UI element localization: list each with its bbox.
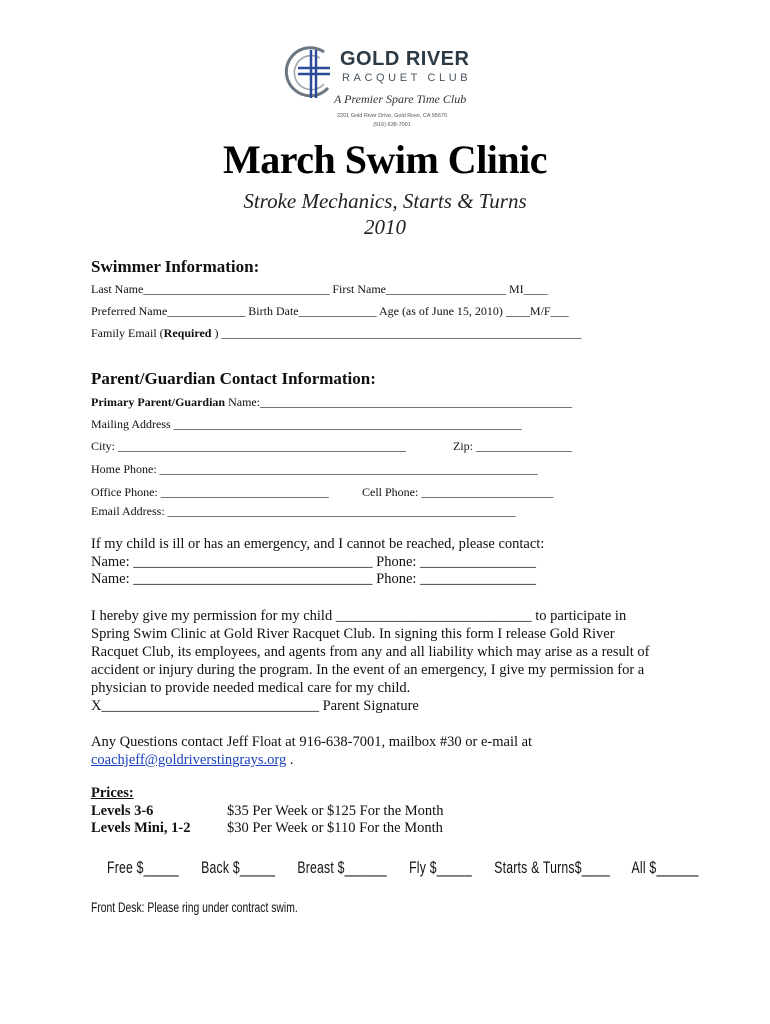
club-name: GOLD RIVER [340,48,470,70]
contact-email-trailer: . [286,752,294,768]
required-label: Required [163,326,212,340]
contact-line: Any Questions contact Jeff Float at 916-638-7001, mailbox #30 or e-mail at [91,734,533,750]
prices-heading: Prices: [91,785,134,801]
swimmer-info-heading: Swimmer Information: [91,257,260,276]
permission-line-4: accident or injury during the program. In the event of an emergency, I give my permission for a [91,662,645,678]
swimmer-name-fields[interactable]: Last Name_______________________________ First Name____________________ MI____ [91,282,548,296]
price-row [91,803,443,820]
email-address-field[interactable]: Email Address: __________________________________________________________ [91,504,516,518]
parent-info-heading: Parent/Guardian Contact Information: [91,369,376,388]
fee-free-field[interactable]: Free $_____ [107,858,179,877]
contact-email-line [91,751,691,769]
club-phone: (916) 638-7001 [373,122,411,128]
zip-field[interactable]: Zip: ________________ [453,439,572,453]
price-level: Levels Mini, 1-2 [91,820,191,836]
primary-guardian-field[interactable] [91,395,572,410]
fee-all-field[interactable]: All $______ [631,858,699,877]
family-email-label: Family Email ( [91,326,164,340]
price-amount: $35 Per Week or $125 For the Month [227,803,444,819]
fee-starts-turns-field[interactable]: Starts & Turns$____ [494,858,610,877]
emergency-contact-2[interactable]: Name: _________________________________ Phone: ________________ [91,571,537,587]
permission-line-2: Spring Swim Clinic at Gold River Racquet Club. In signing this form I release Gold River [91,626,615,642]
club-tagline: A Premier Spare Time Club [334,92,467,106]
page-title: March Swim Clinic [222,137,548,182]
home-phone-field[interactable]: Home Phone: _______________________________________________________________ [91,462,538,476]
emergency-contact-1[interactable]: Name: _________________________________ Phone: ________________ [91,554,537,570]
primary-guardian-blank: Name:____________________________________________________ [225,395,573,409]
fee-breast-field[interactable]: Breast $______ [297,858,387,877]
price-row [91,820,443,837]
fee-fly-field[interactable]: Fly $_____ [409,858,472,877]
office-phone-field[interactable]: Office Phone: ____________________________ [91,485,329,499]
permission-paragraph [91,607,691,715]
page-subtitle [0,188,770,240]
city-field[interactable]: City: ________________________________________________ [91,439,407,453]
price-level: Levels 3-6 [91,803,154,819]
price-amount: $30 Per Week or $110 For the Month [227,820,443,836]
contact-email-link[interactable]: coachjeff@goldriverstingrays.org [91,752,287,768]
fee-tally [107,858,717,878]
family-email-blank: ) ____________________________________________________________ [211,326,582,340]
club-logo-icon [284,44,336,102]
parent-signature-field[interactable]: X______________________________ Parent Signature [91,698,419,714]
subtitle-line-1: Stroke Mechanics, Starts & Turns [243,189,527,213]
subtitle-line-2: 2010 [364,215,406,239]
club-street-address: 2201 Gold River Drive, Gold River, CA 95670 [336,113,448,119]
swimmer-details-fields[interactable]: Preferred Name_____________ Birth Date_____________ Age (as of June 15, 2010) ____M/F___ [91,304,569,318]
cell-phone-field[interactable]: Cell Phone: ______________________ [362,485,554,499]
permission-line-1[interactable]: I hereby give my permission for my child ___________________________ to participate in [91,608,627,624]
permission-line-5: physician to provide needed medical care for my child. [91,680,411,696]
club-subtitle: RACQUET CLUB [342,72,472,84]
primary-guardian-label: Primary Parent/Guardian [91,395,226,409]
mailing-address-field[interactable]: Mailing Address __________________________________________________________ [91,417,522,431]
family-email-field[interactable] [91,326,581,341]
contact-paragraph [91,733,691,769]
emergency-intro: If my child is ill or has an emergency, and I cannot be reached, please contact: [91,536,545,552]
club-address [322,112,462,130]
permission-line-3: Racquet Club, its employees, and agents from any and all liability which may arise as a result of [91,644,650,660]
front-desk-note: Front Desk: Please ring under contract swim. [91,899,298,915]
fee-back-field[interactable]: Back $_____ [201,858,275,877]
